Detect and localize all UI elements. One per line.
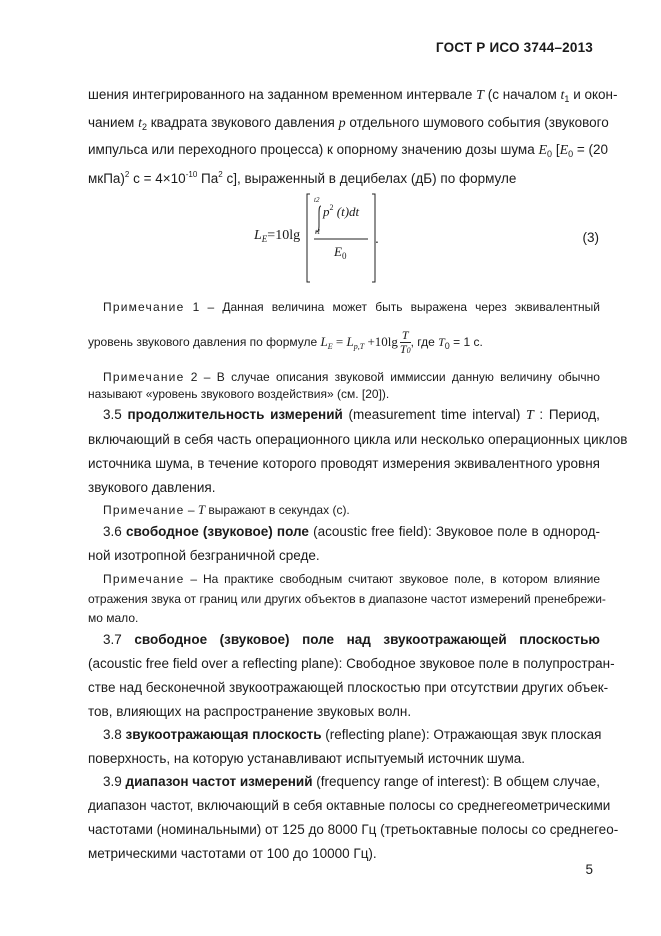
note2-line-2: называют «уровень звукового воздействия» (см. [20]). <box>88 387 390 401</box>
document-header: ГОСТ Р ИСО 3744–2013 <box>435 40 593 55</box>
intro-line-1: шения интегрированного на заданном временном интервале T (с началом $t_1$ и окон- <box>88 87 618 104</box>
section-3-8-line-1: 3.8 звукоотражающая плоскость (reflecting plane): Отражающая звук плоская <box>103 727 602 742</box>
formula-period: . <box>375 230 379 246</box>
note1-line-2: уровень звукового давления по формуле $L_E = L_{p,T} +10\lg$ $\frac{T}{T0}$ , где $T_0 = 1$ с. <box>88 328 483 356</box>
note1-formula: $L_E = L_{p,T} +10\lg$ $\frac{T}{T0}$ <box>320 328 411 356</box>
section-3-9-line-1: 3.9 диапазон частот измерений (frequency range of interest): В общем случае, <box>103 774 601 789</box>
note1-line-1: Примечание 1 – Данная величина может быть выражена через эквивалентный <box>103 300 600 314</box>
integral-lower-limit: t1 <box>315 228 321 236</box>
intro-line-3: импульса или переходного процесса) к опорному значению дозы шума $E_0$ [$E_0 = (20$ <box>88 142 609 159</box>
section-3-5-line-1: 3.5 продолжительность измерений (measurement time interval) T : Период, <box>103 407 600 423</box>
section-3-5-line-4: звукового давления. <box>88 480 216 495</box>
formula-denominator: $E_0$ <box>334 244 347 261</box>
section-3-9-line-4: метрическими частотами от 100 до 10000 Гц). <box>88 846 377 861</box>
section-3-7-line-2: (acoustic free field over a reflecting plane): Свободное звуковое поле в полупростран- <box>88 656 615 671</box>
section-3-6-line-1: 3.6 свободное (звуковое) поле (acoustic free field): Звуковое поле в однород- <box>103 524 600 539</box>
section-3-8-line-2: поверхность, на которую устанавливают испытуемый источник шума. <box>88 751 526 766</box>
intro-line-4: мкПа)$^2$ $с = 4\times 10^{-10}$ $Па^2$ с], выраженный в децибелах (дБ) по формуле <box>88 170 517 186</box>
section-3-5-line-2: включающий в себя часть операционного цикла или несколько операционных циклов <box>88 432 628 447</box>
page-number: 5 <box>585 862 593 877</box>
section-3-7-line-4: тов, влияющих на распространение звуковых волн. <box>88 704 412 719</box>
section-3-5-line-3: источника шума, в течение которого проводят измерения эквивалентного уровня <box>88 456 600 471</box>
section-3-9-line-2: диапазон частот, включающий в себя октавные полосы со среднегеометрическими <box>88 798 611 813</box>
note4-line-1: Примечание – На практике свободным считают звуковое поле, в котором влияние <box>103 572 600 586</box>
section-3-7-line-3: стве над бесконечной звукоотражающей плоскостью при отсутствии других объек- <box>88 680 609 695</box>
section-3-7-line-1: 3.7 свободное (звуковое) поле над звукоотражающей плоскостью <box>103 632 600 647</box>
note4-line-3: мо мало. <box>88 611 139 625</box>
note3: Примечание – T выражают в секундах (с). <box>103 502 350 517</box>
integral-upper-limit: t2 <box>314 196 320 204</box>
note4-line-2: отражения звука от границ или других объектов в диапазоне частот измерений пренебрежи- <box>88 592 606 606</box>
formula-number: (3) <box>582 230 599 245</box>
intro-line-2: чанием $t_2$ квадрата звукового давления p отдельного шумового события (звукового <box>88 115 609 132</box>
formula-lhs: $L_E=10\lg$ <box>254 228 301 244</box>
integrand: $p^2$ (t)dt <box>323 203 360 219</box>
section-3-6-line-2: ной изотропной безграничной среде. <box>88 548 320 563</box>
section-3-9-line-3: частотами (номинальными) от 125 до 8000 Гц (третьоктавные полосы со среднегео- <box>88 822 619 837</box>
note2-line-1: Примечание 2 – В случае описания звуковой иммиссии данную величину обычно <box>103 370 600 384</box>
